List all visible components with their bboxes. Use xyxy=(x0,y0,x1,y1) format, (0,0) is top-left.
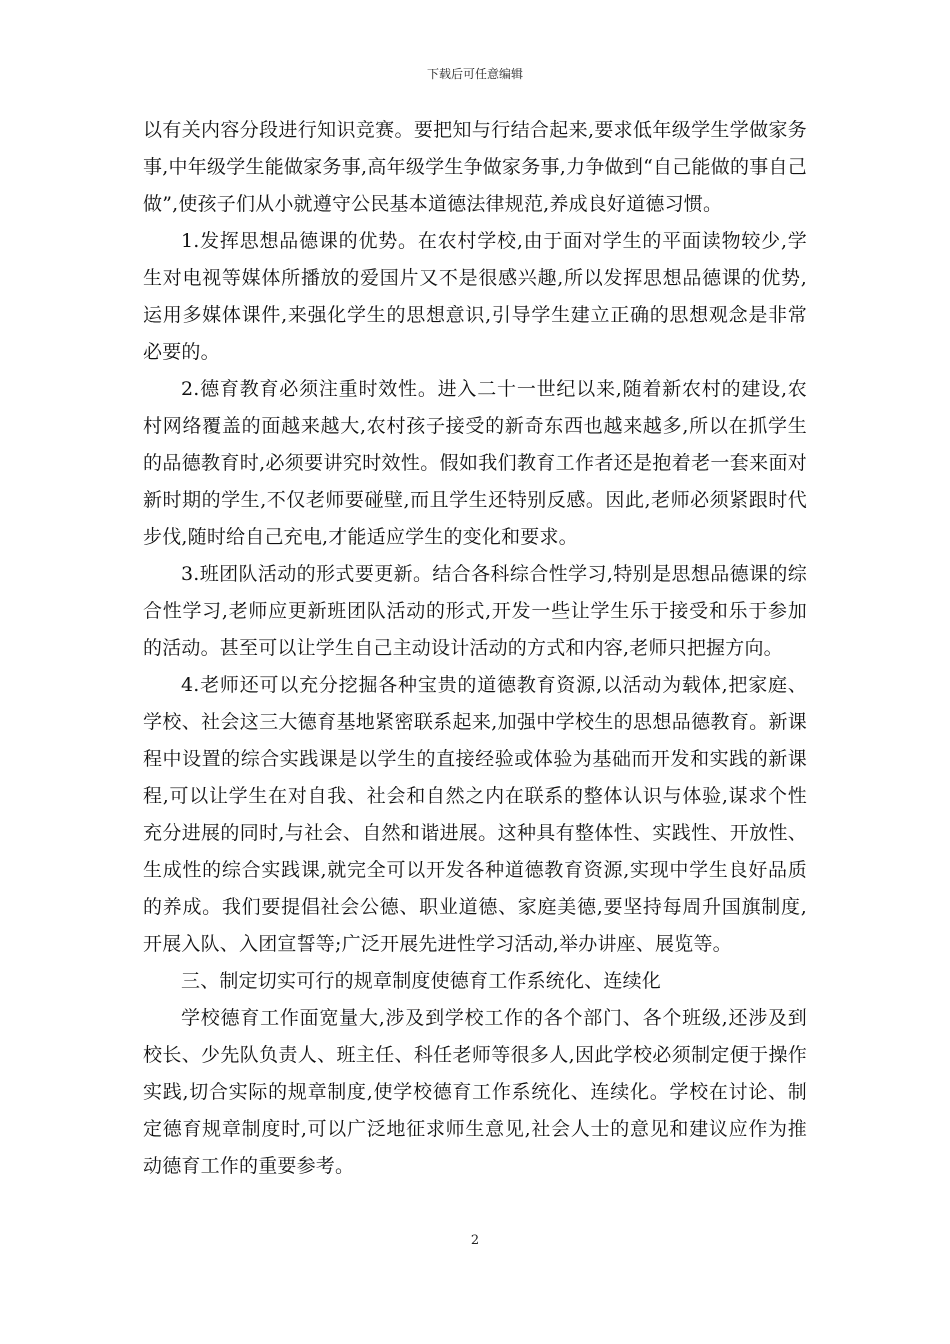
paragraph-item-4: 4.老师还可以充分挖掘各种宝贵的道德教育资源,以活动为载体,把家庭、学校、社会这三大德育基地紧密联系起来,加强中学校生的思想品德教育。新课程中设置的综合实践课是以学生的直接经验或体验为基础而开发和实践的新课程,可以让学生在对自我、社会和自然之内在联系的整体认识与体验,谋求个性充分进展的同时,与社会、自然和谐进展。这种具有整体性、实践性、开放性、生成性的综合实践课,就完全可以开发各种道德教育资源,实现中学生良好品质的养成。我们要提倡社会公德、职业道德、家庭美德,要坚持每周升国旗制度,开展入队、入团宣誓等;广泛开展先进性学习活动,举办讲座、展览等。 xyxy=(143,674,807,955)
paragraph-item-2: 2.德育教育必须注重时效性。进入二十一世纪以来,随着新农村的建设,农村网络覆盖的面越来越大,农村孩子接受的新奇东西也越来越多,所以在抓学生的品德教育时,必须要讲究时效性。假如我们教育工作者还是抱着老一套来面对新时期的学生,不仅老师要碰壁,而且学生还特别反感。因此,老师必须紧跟时代步伐,随时给自己充电,才能适应学生的变化和要求。 xyxy=(143,378,807,548)
paragraph-section-3-body: 学校德育工作面宽量大,涉及到学校工作的各个部门、各个班级,还涉及到校长、少先队负责人、班主任、科任老师等很多人,因此学校必须制定便于操作实践,切合实际的规章制度,使学校德育工作系统化、连续化。学校在讨论、制定德育规章制度时,可以广泛地征求师生意见,社会人士的意见和建议应作为推动德育工作的重要参考。 xyxy=(143,1007,807,1177)
paragraph-item-3: 3.班团队活动的形式要更新。结合各科综合性学习,特别是思想品德课的综合性学习,老师应更新班团队活动的形式,开发一些让学生乐于接受和乐于参加的活动。甚至可以让学生自己主动设计活动的方式和内容,老师只把握方向。 xyxy=(143,563,807,659)
paragraph-continuation: 以有关内容分段进行知识竞赛。要把知与行结合起来,要求低年级学生学做家务事,中年级学生能做家务事,高年级学生争做家务事,力争做到“自己能做的事自己做”,使孩子们从小就遵守公民基本道德法律规范,养成良好道德习惯。 xyxy=(143,119,807,215)
document-body xyxy=(143,112,807,1185)
section-heading-3: 三、制定切实可行的规章制度使德育工作系统化、连续化 xyxy=(181,970,662,992)
paragraph-item-1: 1.发挥思想品德课的优势。在农村学校,由于面对学生的平面读物较少,学生对电视等媒体所播放的爱国片又不是很感兴趣,所以发挥思想品德课的优势,运用多媒体课件,来强化学生的思想意识,引导学生建立正确的思想观念是非常必要的。 xyxy=(143,230,807,363)
page-header: 下载后可任意编辑 xyxy=(426,67,523,81)
page-number: 2 xyxy=(470,1233,480,1248)
